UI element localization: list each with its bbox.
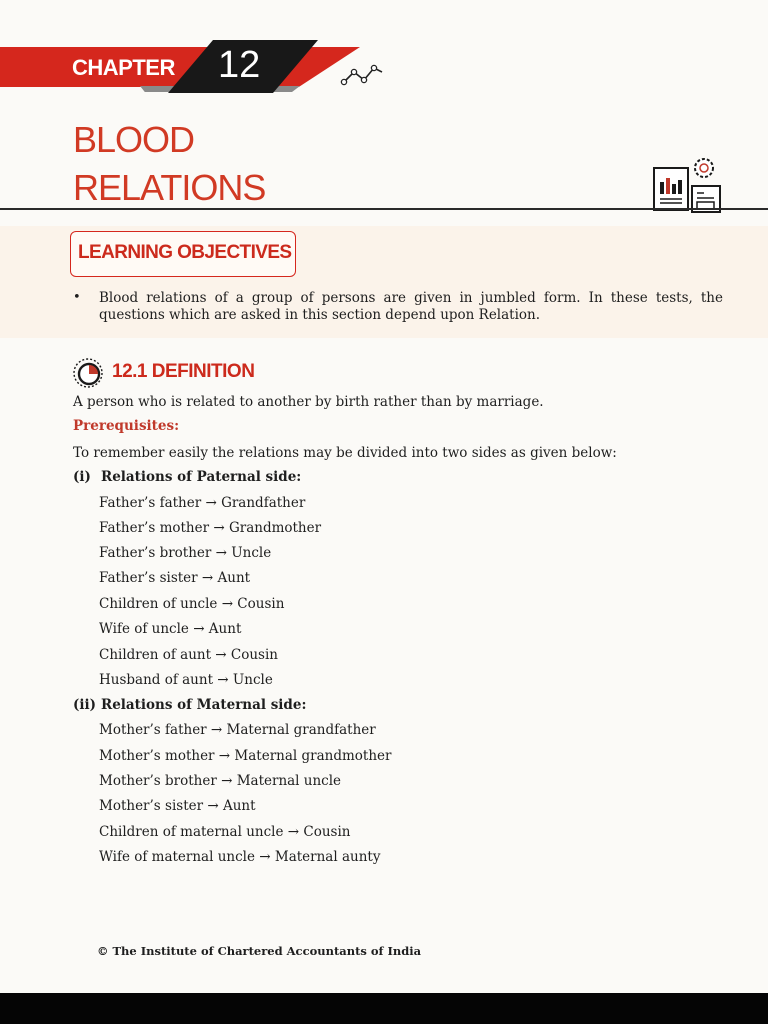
learning-objective-item: Blood relations of a group of persons are given in jumbled form. In these tests, the questions which are asked in this section depend upon Relation.	[99, 290, 723, 323]
relation-item: Mother’s father → Maternal grandfather	[99, 722, 376, 738]
chapter-title-line-1: BLOOD	[73, 119, 195, 160]
section-heading: 12.1 DEFINITION	[112, 361, 255, 382]
relation-item: Mother’s mother → Maternal grandmother	[99, 748, 392, 764]
group-title: Relations of Maternal side:	[101, 697, 307, 713]
group-numeral: (ii)	[73, 697, 97, 713]
prerequisites-label: Prerequisites:	[73, 418, 180, 434]
relation-item: Father’s brother → Uncle	[99, 545, 272, 561]
document-report-icon	[652, 154, 724, 214]
group-heading-maternal	[73, 697, 306, 713]
relation-item: Children of maternal uncle → Cousin	[99, 824, 351, 840]
relation-item: Husband of aunt → Uncle	[99, 672, 273, 688]
group-heading-paternal	[73, 469, 301, 485]
relation-item: Father’s father → Grandfather	[99, 495, 306, 511]
relation-item: Father’s mother → Grandmother	[99, 520, 322, 536]
relation-item: Father’s sister → Aunt	[99, 570, 251, 586]
group-numeral: (i)	[73, 469, 91, 485]
relation-item: Mother’s brother → Maternal uncle	[99, 773, 342, 789]
chapter-label: CHAPTER	[72, 55, 175, 80]
title-rule	[0, 208, 768, 210]
zigzag-chart-icon	[340, 62, 386, 88]
chapter-number: 12	[218, 44, 261, 86]
learning-objectives-heading: LEARNING OBJECTIVES	[78, 242, 292, 263]
chapter-title	[73, 116, 265, 212]
page-footer: © The Institute of Chartered Accountants of India	[97, 944, 422, 958]
intro-text: To remember easily the relations may be divided into two sides as given below:	[73, 445, 617, 461]
relation-item: Wife of maternal uncle → Maternal aunty	[99, 849, 381, 865]
relation-item: Children of aunt → Cousin	[99, 647, 278, 663]
relation-item: Children of uncle → Cousin	[99, 596, 285, 612]
chapter-title-line-2: RELATIONS	[73, 167, 266, 208]
definition-text: A person who is related to another by birth rather than by marriage.	[73, 394, 544, 410]
bullet-marker: •	[73, 290, 81, 305]
clock-icon	[72, 357, 104, 389]
group-title: Relations of Paternal side:	[101, 469, 302, 485]
bottom-black-bar	[0, 993, 768, 1024]
relation-item: Wife of uncle → Aunt	[99, 621, 242, 637]
relation-item: Mother’s sister → Aunt	[99, 798, 256, 814]
